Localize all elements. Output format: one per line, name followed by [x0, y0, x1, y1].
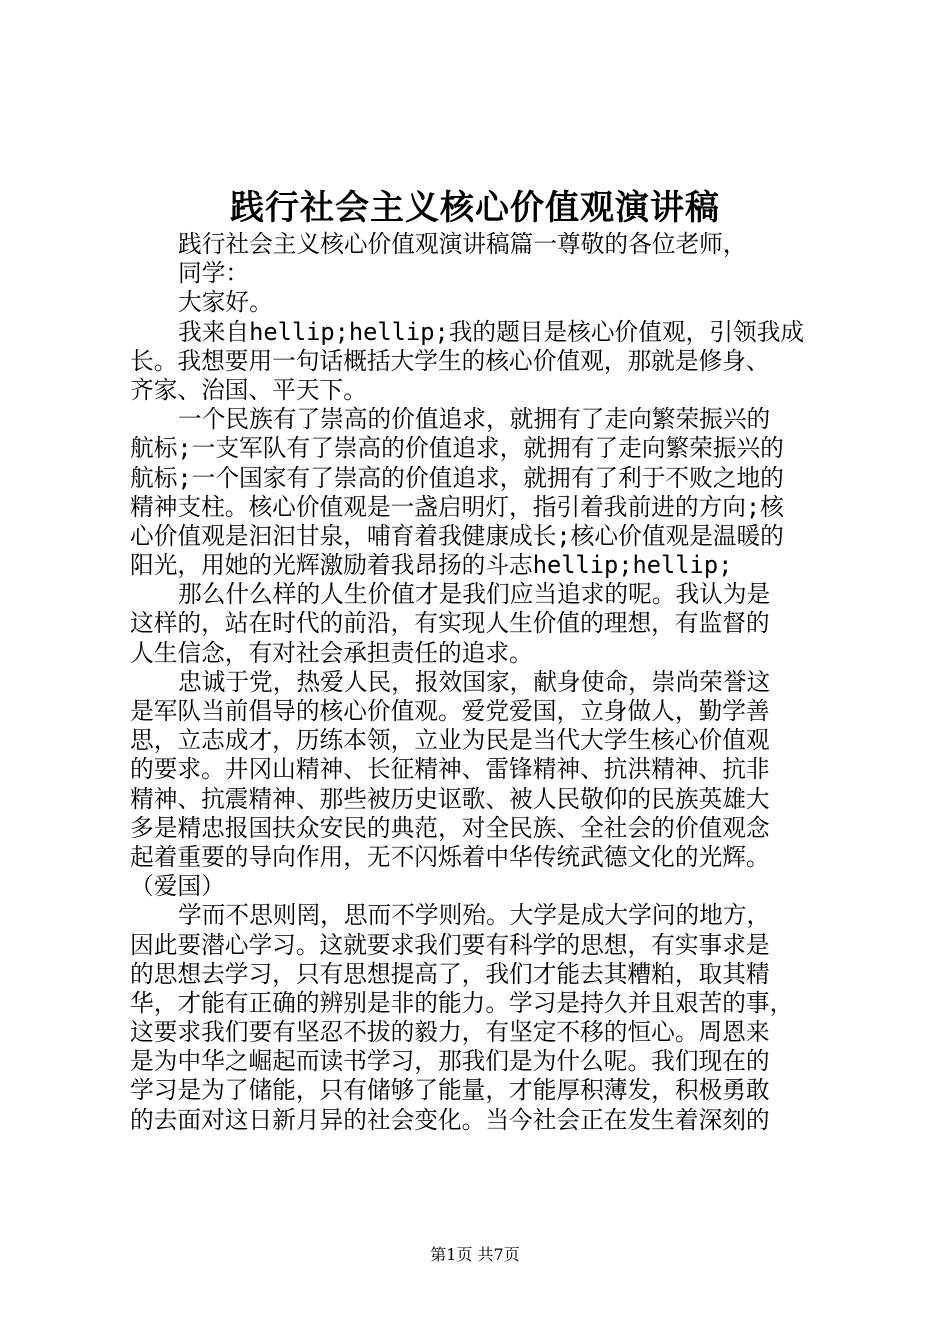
body-line: 华，才能有正确的辨别是非的能力。学习是持久并且艰苦的事，: [130, 988, 794, 1017]
body-line: 这要求我们要有坚忍不拔的毅力，有坚定不移的恒心。周恩来: [130, 1018, 770, 1047]
body-line: 因此要潜心学习。这就要求我们要有科学的思想，有实事求是: [130, 930, 770, 959]
body-line: 多是精忠报国扶众安民的典范，对全民族、全社会的价值观念: [130, 813, 770, 842]
body-line: 同学：: [178, 259, 250, 288]
body-line: 学习是为了储能，只有储够了能量，才能厚积薄发，积极勇敢: [130, 1076, 770, 1105]
document-body: [130, 230, 830, 1135]
document-title: 践行社会主义核心价值观演讲稿: [230, 188, 720, 228]
body-line: 起着重要的导向作用，无不闪烁着中华传统武德文化的光辉。: [130, 842, 770, 871]
body-line: 的要求。井冈山精神、长征精神、雷锋精神、抗洪精神、抗非: [130, 755, 770, 784]
body-line: （爱国）: [130, 872, 225, 901]
body-line: 这样的，站在时代的前沿，有实现人生价值的理想，有监督的: [130, 609, 770, 638]
body-line: 那么什么样的人生价值才是我们应当追求的呢。我认为是: [178, 580, 771, 609]
body-line: 践行社会主义核心价值观演讲稿篇一尊敬的各位老师，: [178, 230, 747, 258]
body-line: 是为中华之崛起而读书学习，那我们是为什么呢。我们现在的: [130, 1047, 770, 1076]
body-line: 的思想去学习，只有思想提高了，我们才能去其糟粕，取其精: [130, 959, 770, 988]
body-line: 是军队当前倡导的核心价值观。爱党爱国，立身做人，勤学善: [130, 697, 770, 725]
body-line: 大家好。: [178, 288, 273, 317]
body-line: 航标;一支军队有了崇高的价值追求，就拥有了走向繁荣振兴的: [130, 434, 784, 463]
body-line: 齐家、治国、平天下。: [130, 375, 367, 404]
body-line: 忠诚于党，热爱人民，报效国家，献身使命，崇尚荣誉这: [178, 667, 771, 696]
body-line: 思，立志成才，历练本领，立业为民是当代大学生核心价值观: [130, 726, 770, 755]
body-line: 长。我想要用一句话概括大学生的核心价值观，那就是修身、: [130, 346, 770, 375]
body-line: 精神支柱。核心价值观是一盏启明灯，指引着我前进的方向;核: [130, 492, 784, 521]
body-line: 的去面对这日新月异的社会变化。当今社会正在发生着深刻的: [130, 1105, 770, 1134]
body-line: 我来自hellip;hellip;我的题目是核心价值观，引领我成: [178, 317, 805, 346]
body-line: 航标;一个国家有了崇高的价值追求，就拥有了利于不败之地的: [130, 463, 784, 492]
body-line: 一个民族有了崇高的价值追求，就拥有了走向繁荣振兴的: [178, 405, 771, 434]
body-line: 精神、抗震精神、那些被历史讴歌、被人民敬仰的民族英雄大: [130, 784, 770, 813]
body-line: 人生信念，有对社会承担责任的追求。: [130, 638, 533, 667]
body-line: 学而不思则罔，思而不学则殆。大学是成大学问的地方，: [178, 901, 771, 930]
page-footer: 第1页 共7页: [430, 1245, 520, 1264]
body-line: 阳光，用她的光辉激励着我昂扬的斗志hellip;hellip;: [130, 551, 733, 580]
body-line: 心价值观是汩汩甘泉，哺育着我健康成长;核心价值观是温暖的: [130, 521, 784, 550]
